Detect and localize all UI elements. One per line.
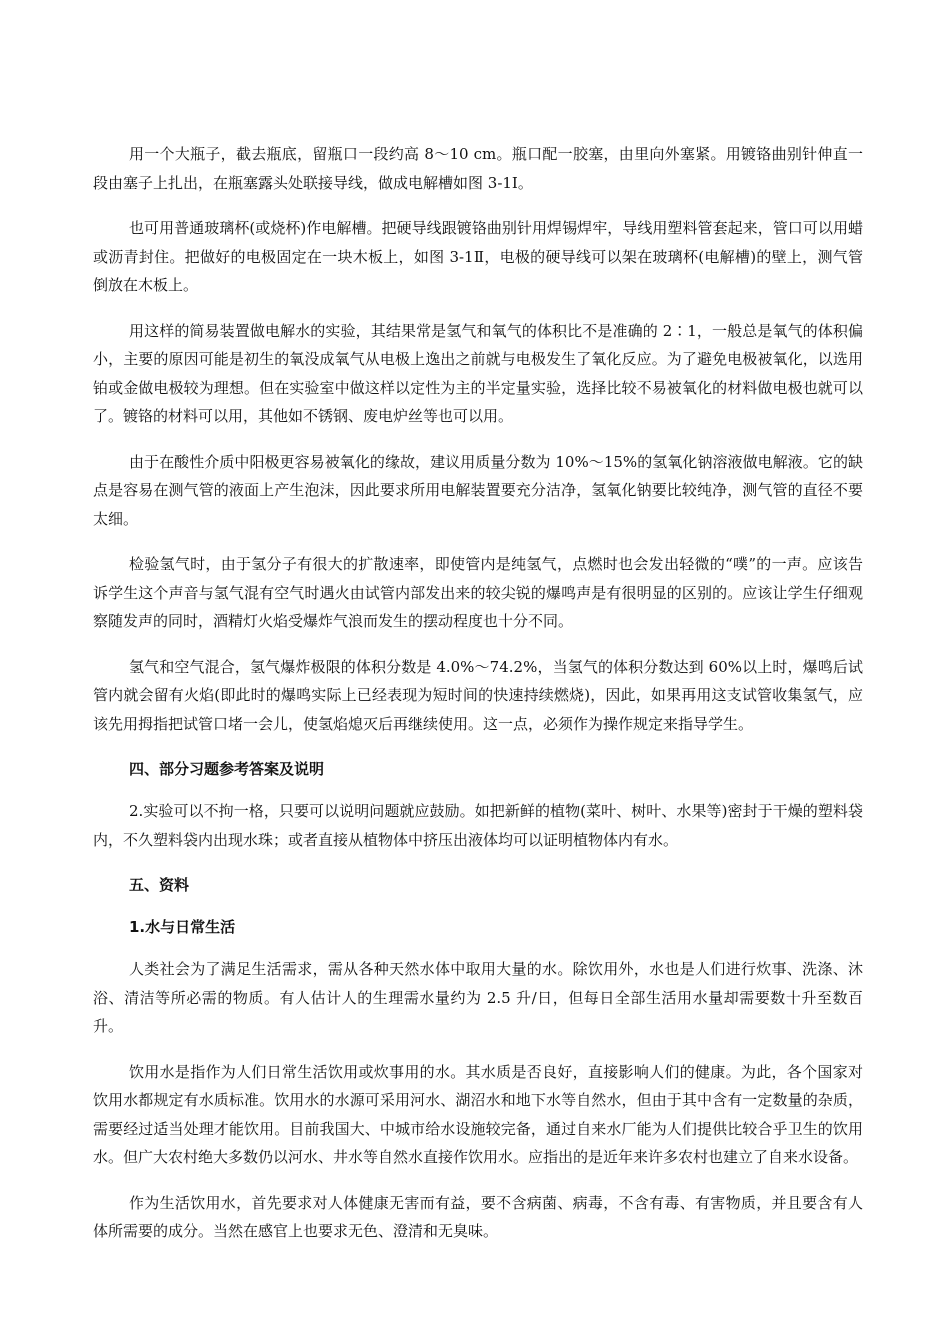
- document-page: [93, 140, 863, 1263]
- paragraph-exercise-answer: 2.实验可以不拘一格，只要可以说明问题就应鼓励。如把新鲜的植物(菜叶、树叶、水果等)密封于干燥的塑料袋内，不久塑料袋内出现水珠；或者直接从植物体中挤压出液体均可以证明植物体内有水。: [93, 802, 863, 849]
- paragraph-electrolysis-cell: 用一个大瓶子，截去瓶底，留瓶口一段约高 8～10 cm。瓶口配一胶塞，由里向外塞紧。用镀铬曲别针伸直一段由塞子上扎出，在瓶塞露头处联接导线，做成电解槽如图 3-1Ⅰ。: [93, 145, 863, 192]
- subsection-heading-water-daily-life: 1.水与日常生活: [129, 918, 236, 936]
- section-heading-exercise-answers: 四、部分习题参考答案及说明: [129, 760, 325, 778]
- paragraph-explosion-limit: 氢气和空气混合，氢气爆炸极限的体积分数是 4.0%～74.2%，当氢气的体积分数达到 60%以上时，爆鸣后试管内就会留有火焰(即此时的爆鸣实际上已经表现为短时间的快速持续燃烧)，因此，如果再用这支试管收集氢气，应该先用拇指把试管口堵一会儿，使氢焰熄灭后再继续使用。这一点，必须作为操作规定来指导学生。: [93, 657, 863, 733]
- paragraph-drinking-water: 饮用水是指作为人们日常生活饮用或炊事用的水。其水质是否良好，直接影响人们的健康。为此，各个国家对饮用水都规定有水质标准。饮用水的水源可采用河水、湖沼水和地下水等自然水，但由于其中含有一定数量的杂质，需要经过适当处理才能饮用。目前我国大、中城市给水设施较完备，通过自来水厂能为人们提供比较合乎卫生的饮用水。但广大农村绝大多数仍以河水、井水等自然水直接作饮用水。应指出的是近年来许多农村也建立了自来水设备。: [93, 1062, 863, 1166]
- paragraph-volume-ratio: 用这样的简易装置做电解水的实验，其结果常是氢气和氧气的体积比不是准确的 2∶1，一般总是氧气的体积偏小，主要的原因可能是初生的氧没成氧气从电极上逸出之前就与电极发生了氧化反应。为了避免电极被氧化，以选用铂或金做电极较为理想。但在实验室中做这样以定性为主的半定量实验，选择比较不易被氧化的材料做电极也就可以了。镀铬的材料可以用，其他如不锈钢、废电炉丝等也可以用。: [93, 321, 863, 425]
- section-heading-materials: 五、资料: [129, 876, 190, 894]
- paragraph-glass-cup-cell: 也可用普通玻璃杯(或烧杯)作电解槽。把硬导线跟镀铬曲别针用焊锡焊牢，导线用塑料管套起来，管口可以用蜡或沥青封住。把做好的电极固定在一块木板上，如图 3-1Ⅱ，电极的硬导线可以架在玻璃杯(电解槽)的壁上，测气管倒放在木板上。: [93, 219, 863, 294]
- paragraph-hydrogen-test: 检验氢气时，由于氢分子有很大的扩散速率，即使管内是纯氢气，点燃时也会发出轻微的“噗”的一声。应该告诉学生这个声音与氢气混有空气时遇火由试管内部发出来的较尖锐的爆鸣声是有很明显的区别的。应该让学生仔细观察随发声的同时，酒精灯火焰受爆炸气浪而发生的摆动程度也十分不同。: [93, 555, 863, 630]
- paragraph-electrolyte: 由于在酸性介质中阳极更容易被氧化的缘故，建议用质量分数为 10%～15%的氢氧化钠溶液做电解液。它的缺点是容易在测气管的液面上产生泡沫，因此要求所用电解装置要充分洁净，氢氧化钠要比较纯净，测气管的直径不要太细。: [93, 452, 863, 528]
- paragraph-water-demand: 人类社会为了满足生活需求，需从各种天然水体中取用大量的水。除饮用外，水也是人们进行炊事、洗涤、沐浴、清洁等所必需的物质。有人估计人的生理需水量约为 2.5 升/日，但每日全部生活用水量却需要数十升至数百升。: [93, 960, 863, 1035]
- paragraph-drinking-requirements: 作为生活饮用水，首先要求对人体健康无害而有益，要不含病菌、病毒，不含有毒、有害物质，并且要含有人体所需要的成分。当然在感官上也要求无色、澄清和无臭味。: [93, 1193, 863, 1240]
